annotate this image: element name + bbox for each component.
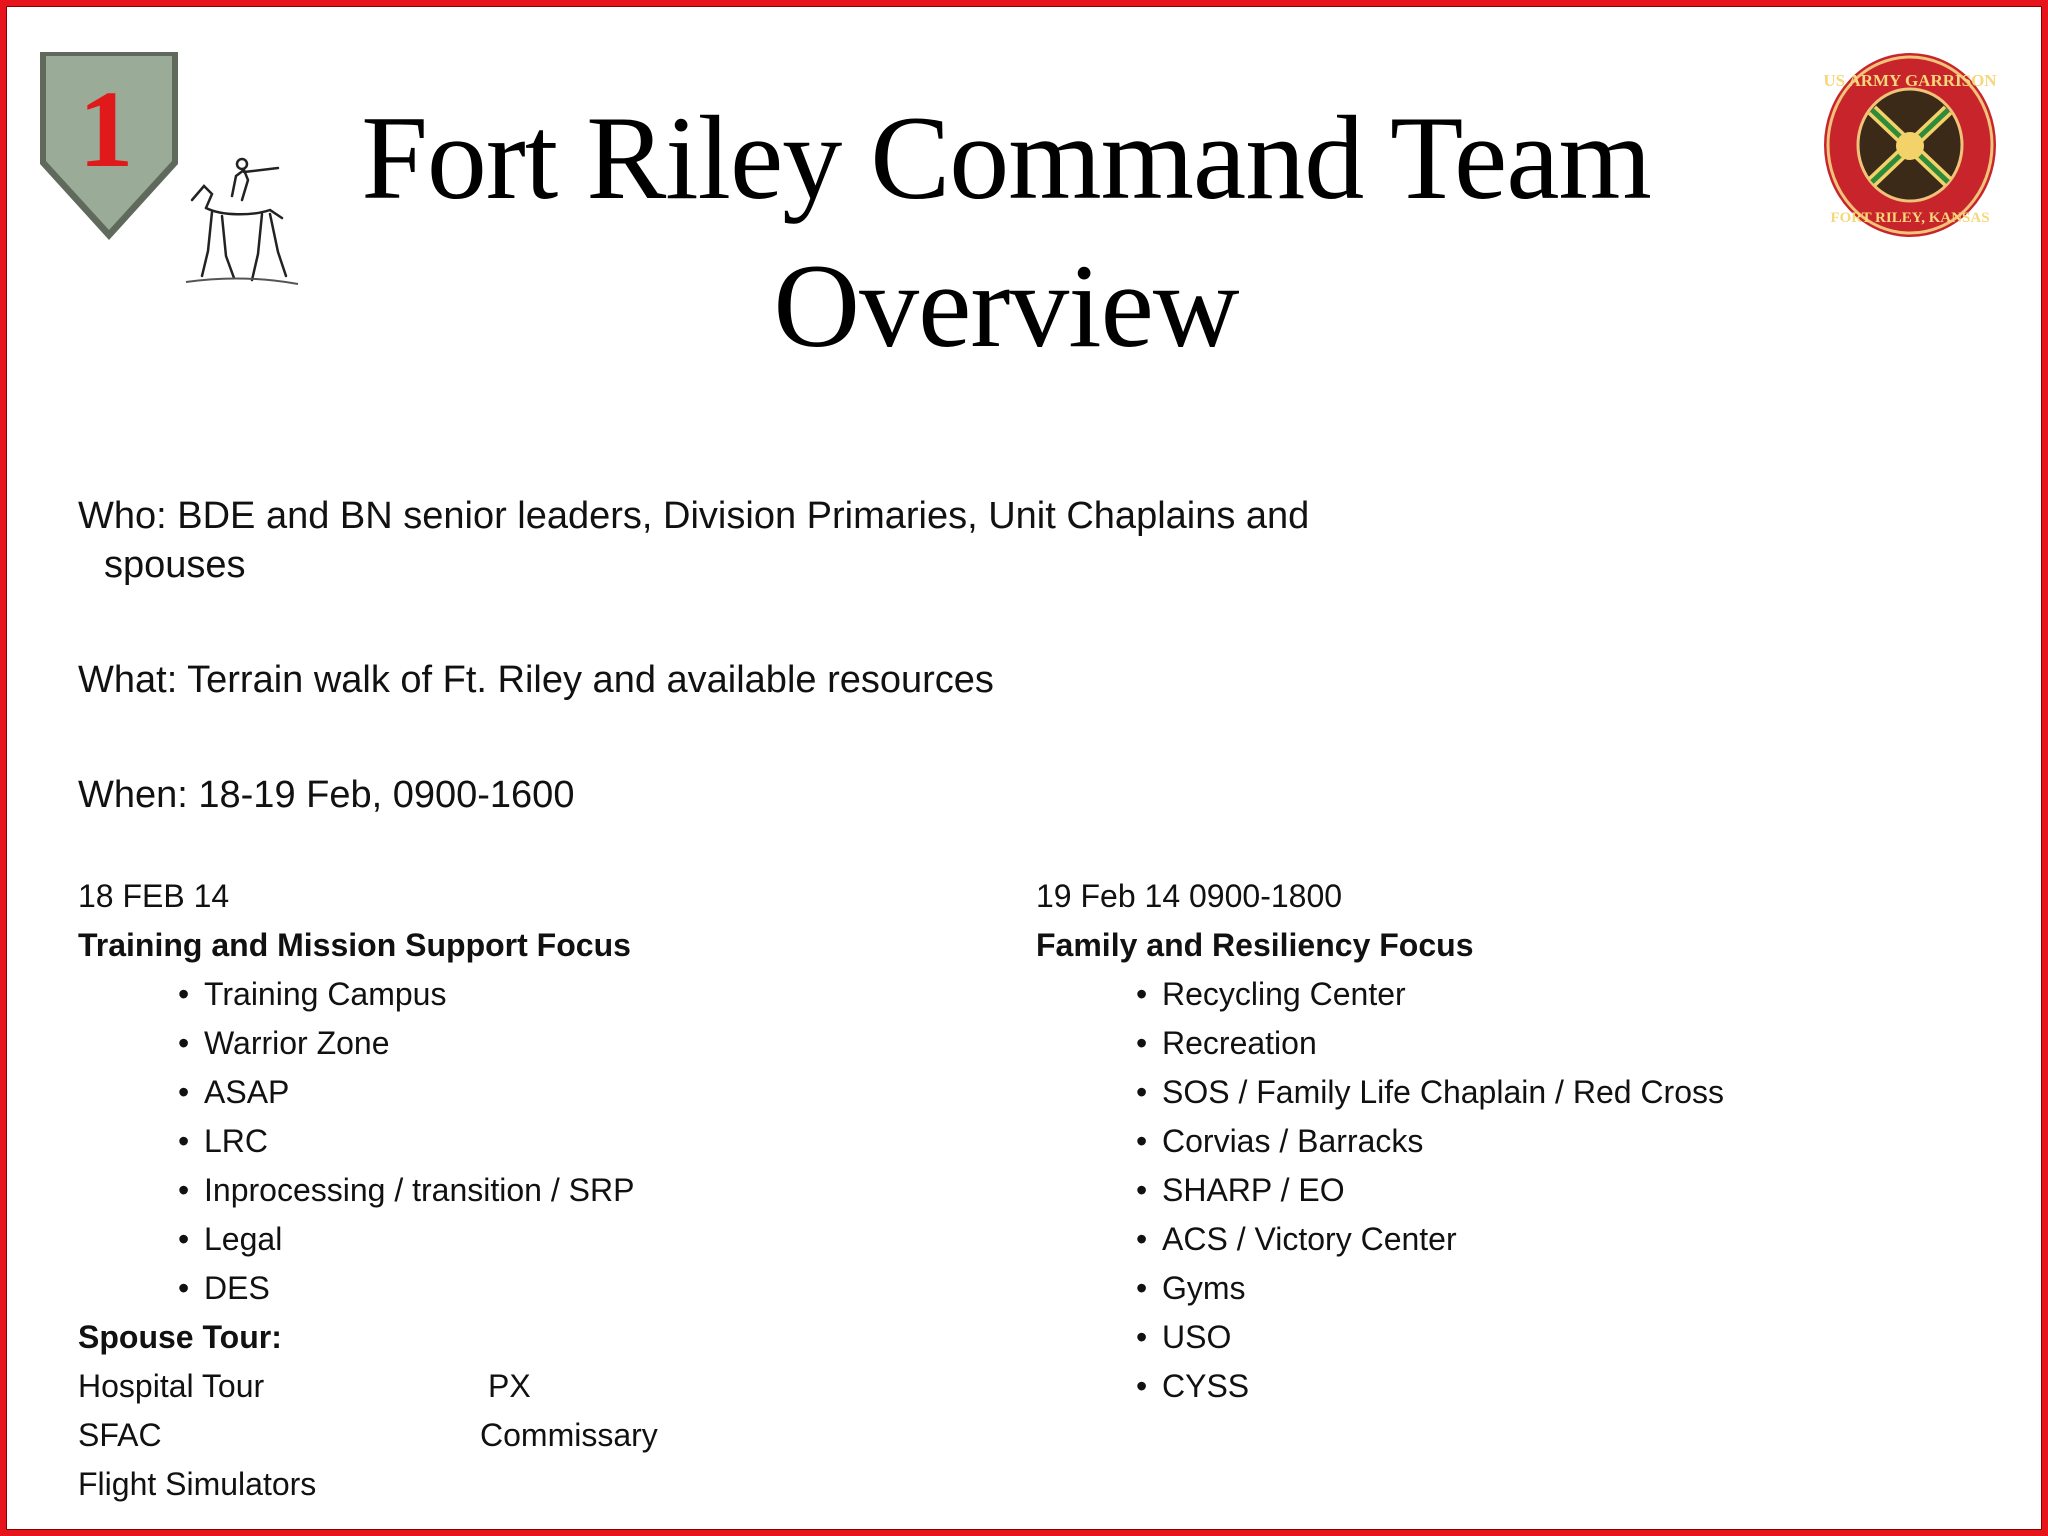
list-item: • Recycling Center bbox=[1136, 970, 1936, 1019]
list-item: • Corvias / Barracks bbox=[1136, 1117, 1936, 1166]
day1-date: 18 FEB 14 bbox=[78, 878, 230, 914]
list-item: • SOS / Family Life Chaplain / Red Cross bbox=[1136, 1068, 1936, 1117]
day2-focus-heading: Family and Resiliency Focus bbox=[1036, 927, 1474, 963]
day2-column bbox=[1036, 872, 1936, 1411]
garrison-seal-logo bbox=[1820, 50, 2000, 240]
spouse-tour-item: SFAC bbox=[78, 1417, 162, 1453]
title-line-1: Fort Riley Command Team bbox=[361, 91, 1651, 224]
what-paragraph: What: Terrain walk of Ft. Riley and available resources bbox=[78, 659, 994, 701]
list-item: • Gyms bbox=[1136, 1264, 1936, 1313]
list-item: • Inprocessing / transition / SRP bbox=[178, 1166, 978, 1215]
seal-text-bottom: FORT RILEY, KANSAS bbox=[1830, 210, 1990, 226]
list-item: • Warrior Zone bbox=[178, 1019, 978, 1068]
who-line-1: Who: BDE and BN senior leaders, Division Primaries, Unit Chaplains and bbox=[78, 495, 1310, 537]
spouse-tour-item: Flight Simulators bbox=[78, 1466, 317, 1502]
title-line-2: Overview bbox=[773, 239, 1239, 372]
list-item: • LRC bbox=[178, 1117, 978, 1166]
list-item: • SHARP / EO bbox=[1136, 1166, 1936, 1215]
who-line-2: spouses bbox=[104, 544, 246, 586]
list-item: • ASAP bbox=[178, 1068, 978, 1117]
day1-focus-heading: Training and Mission Support Focus bbox=[78, 927, 631, 963]
list-item: • DES bbox=[178, 1264, 978, 1313]
spouse-tour-item: Hospital Tour bbox=[78, 1368, 265, 1404]
list-item: • USO bbox=[1136, 1313, 1936, 1362]
day1-column bbox=[78, 872, 978, 1509]
spouse-tour-heading: Spouse Tour: bbox=[78, 1319, 282, 1355]
list-item: • Training Campus bbox=[178, 970, 978, 1019]
division-patch-logo bbox=[34, 46, 184, 246]
when-paragraph: When: 18-19 Feb, 0900-1600 bbox=[78, 774, 575, 816]
list-item: • Recreation bbox=[1136, 1019, 1936, 1068]
list-item: • ACS / Victory Center bbox=[1136, 1215, 1936, 1264]
list-item: • CYSS bbox=[1136, 1362, 1936, 1411]
patch-numeral: 1 bbox=[78, 68, 134, 190]
day1-list bbox=[78, 970, 978, 1313]
who-paragraph bbox=[78, 492, 1438, 590]
page-title bbox=[266, 84, 1746, 380]
spouse-tour-item: Commissary bbox=[480, 1417, 658, 1453]
spouse-tour-row bbox=[78, 1411, 978, 1460]
day2-list bbox=[1036, 970, 1936, 1411]
list-item: • Legal bbox=[178, 1215, 978, 1264]
spouse-tour-row bbox=[78, 1362, 978, 1411]
spouse-tour-item: PX bbox=[488, 1368, 531, 1404]
day2-date: 19 Feb 14 0900-1800 bbox=[1036, 878, 1343, 914]
spouse-tour-row bbox=[78, 1460, 978, 1509]
seal-text-top: US ARMY GARRISON bbox=[1823, 71, 1997, 90]
